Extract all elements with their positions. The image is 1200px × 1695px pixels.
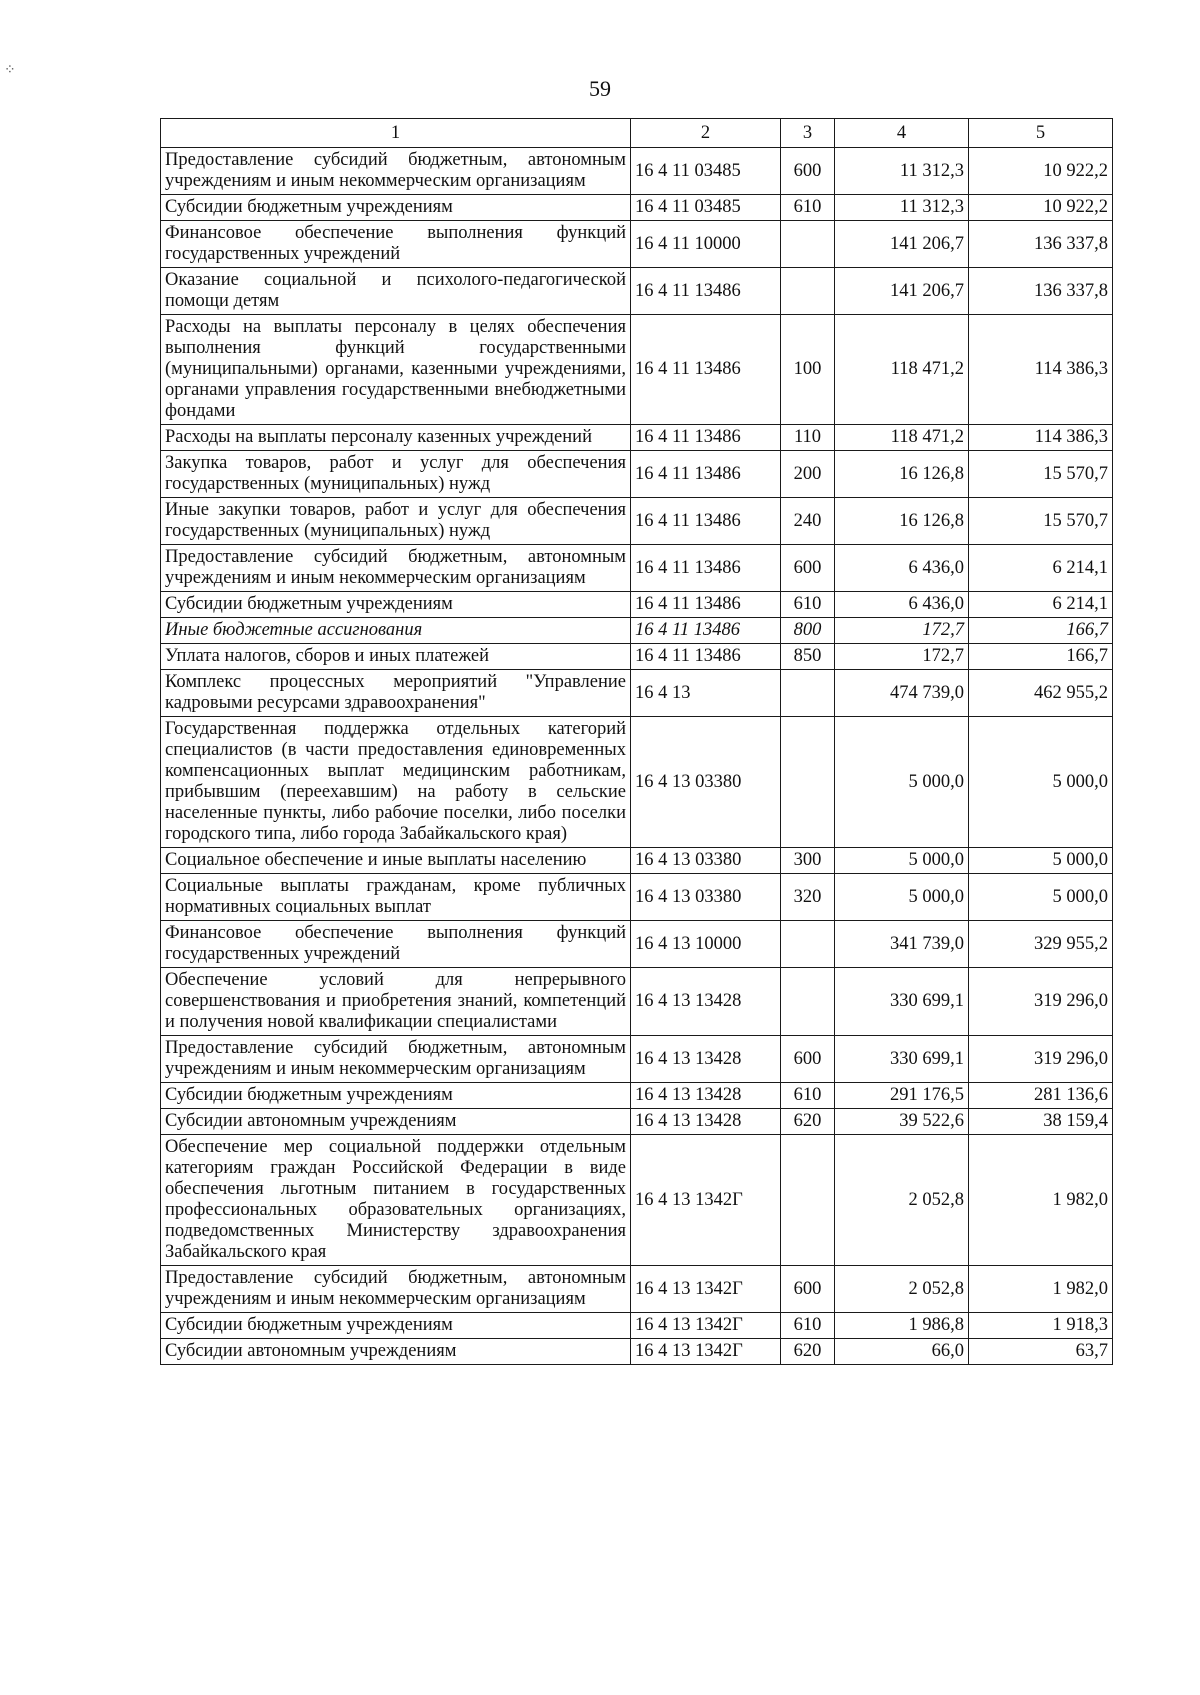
table-row (161, 1135, 1113, 1266)
row-type: 850 (781, 644, 835, 670)
row-name: Субсидии автономным учреждениям (161, 1339, 631, 1365)
col-header-4: 4 (835, 119, 969, 148)
row-type: 240 (781, 498, 835, 545)
row-code: 16 4 13 03380 (631, 848, 781, 874)
row-value-4: 172,7 (835, 618, 969, 644)
row-name: Расходы на выплаты персоналу в целях обеспечения выполнения функций государственными (муниципальными) органами, казенными учреждениями, органами управления государственными внебюджетными фондами (161, 315, 631, 425)
page-number: 59 (589, 76, 611, 101)
row-code: 16 4 11 03485 (631, 195, 781, 221)
row-value-4: 5 000,0 (835, 848, 969, 874)
table-row (161, 425, 1113, 451)
row-value-4: 172,7 (835, 644, 969, 670)
row-type: 100 (781, 315, 835, 425)
row-value-5: 166,7 (969, 644, 1113, 670)
row-type (781, 670, 835, 717)
row-value-4: 118 471,2 (835, 425, 969, 451)
col-header-5: 5 (969, 119, 1113, 148)
row-name: Предоставление субсидий бюджетным, автономным учреждениям и иным некоммерческим организациям (161, 148, 631, 195)
table-row (161, 221, 1113, 268)
row-value-4: 291 176,5 (835, 1083, 969, 1109)
row-name: Предоставление субсидий бюджетным, автономным учреждениям и иным некоммерческим организациям (161, 545, 631, 592)
table-row (161, 717, 1113, 848)
row-name: Предоставление субсидий бюджетным, автономным учреждениям и иным некоммерческим организациям (161, 1266, 631, 1313)
row-type: 620 (781, 1109, 835, 1135)
row-type: 620 (781, 1339, 835, 1365)
row-type (781, 968, 835, 1036)
row-value-5: 462 955,2 (969, 670, 1113, 717)
header-row (161, 119, 1113, 148)
row-code: 16 4 13 1342Г (631, 1266, 781, 1313)
row-type: 320 (781, 874, 835, 921)
table-row (161, 670, 1113, 717)
row-type: 600 (781, 1036, 835, 1083)
row-type (781, 268, 835, 315)
row-name: Финансовое обеспечение выполнения функций государственных учреждений (161, 221, 631, 268)
row-value-5: 281 136,6 (969, 1083, 1113, 1109)
row-code: 16 4 11 13486 (631, 498, 781, 545)
table-row (161, 874, 1113, 921)
row-value-5: 114 386,3 (969, 425, 1113, 451)
row-code: 16 4 13 10000 (631, 921, 781, 968)
row-code: 16 4 11 13486 (631, 425, 781, 451)
row-name: Субсидии бюджетным учреждениям (161, 592, 631, 618)
row-name: Субсидии бюджетным учреждениям (161, 1083, 631, 1109)
row-name: Иные бюджетные ассигнования (161, 618, 631, 644)
table-row (161, 451, 1113, 498)
row-name: Обеспечение мер социальной поддержки отдельным категориям граждан Российской Федерации в виде обеспечения льготным питанием в государственных профессиональных образовательных организациях, подведомственных Министерству здравоохранения Забайкальского края (161, 1135, 631, 1266)
table-row (161, 315, 1113, 425)
table-row (161, 618, 1113, 644)
row-code: 16 4 11 13486 (631, 451, 781, 498)
row-value-4: 5 000,0 (835, 717, 969, 848)
row-name: Субсидии автономным учреждениям (161, 1109, 631, 1135)
row-name: Оказание социальной и психолого-педагогической помощи детям (161, 268, 631, 315)
budget-table (160, 118, 1113, 1365)
row-name: Обеспечение условий для непрерывного совершенствования и приобретения знаний, компетенций и получения новой квалификации специалистами (161, 968, 631, 1036)
table-row (161, 195, 1113, 221)
row-value-4: 2 052,8 (835, 1135, 969, 1266)
table-row (161, 968, 1113, 1036)
row-name: Комплекс процессных мероприятий "Управление кадровыми ресурсами здравоохранения" (161, 670, 631, 717)
row-code: 16 4 13 13428 (631, 1109, 781, 1135)
row-value-4: 39 522,6 (835, 1109, 969, 1135)
table-row (161, 148, 1113, 195)
row-type: 200 (781, 451, 835, 498)
row-code: 16 4 13 13428 (631, 1083, 781, 1109)
table-row (161, 644, 1113, 670)
row-code: 16 4 11 13486 (631, 545, 781, 592)
row-name: Социальное обеспечение и иные выплаты населению (161, 848, 631, 874)
row-value-5: 329 955,2 (969, 921, 1113, 968)
row-type: 610 (781, 1083, 835, 1109)
row-name: Субсидии бюджетным учреждениям (161, 195, 631, 221)
row-code: 16 4 11 13486 (631, 618, 781, 644)
row-code: 16 4 13 03380 (631, 717, 781, 848)
row-code: 16 4 11 03485 (631, 148, 781, 195)
row-code: 16 4 13 1342Г (631, 1135, 781, 1266)
row-type: 300 (781, 848, 835, 874)
row-value-4: 6 436,0 (835, 592, 969, 618)
row-code: 16 4 11 13486 (631, 592, 781, 618)
row-value-5: 5 000,0 (969, 717, 1113, 848)
row-type (781, 921, 835, 968)
row-value-5: 1 918,3 (969, 1313, 1113, 1339)
row-value-5: 5 000,0 (969, 874, 1113, 921)
table-row (161, 1266, 1113, 1313)
row-value-5: 6 214,1 (969, 545, 1113, 592)
row-code: 16 4 11 13486 (631, 268, 781, 315)
row-value-4: 141 206,7 (835, 221, 969, 268)
row-value-5: 15 570,7 (969, 498, 1113, 545)
row-code: 16 4 13 13428 (631, 968, 781, 1036)
row-value-5: 319 296,0 (969, 968, 1113, 1036)
table-row (161, 268, 1113, 315)
row-code: 16 4 13 1342Г (631, 1313, 781, 1339)
row-type: 610 (781, 592, 835, 618)
row-value-4: 1 986,8 (835, 1313, 969, 1339)
row-value-5: 136 337,8 (969, 268, 1113, 315)
table-row (161, 1339, 1113, 1365)
row-value-4: 5 000,0 (835, 874, 969, 921)
row-code: 16 4 13 13428 (631, 1036, 781, 1083)
row-code: 16 4 13 (631, 670, 781, 717)
row-value-4: 330 699,1 (835, 1036, 969, 1083)
row-value-5: 136 337,8 (969, 221, 1113, 268)
row-value-4: 341 739,0 (835, 921, 969, 968)
row-value-4: 118 471,2 (835, 315, 969, 425)
row-code: 16 4 11 13486 (631, 644, 781, 670)
row-code: 16 4 13 03380 (631, 874, 781, 921)
row-name: Иные закупки товаров, работ и услуг для обеспечения государственных (муниципальных) нужд (161, 498, 631, 545)
row-name: Финансовое обеспечение выполнения функций государственных учреждений (161, 921, 631, 968)
col-header-2: 2 (631, 119, 781, 148)
row-type (781, 1135, 835, 1266)
row-value-5: 1 982,0 (969, 1266, 1113, 1313)
row-name: Расходы на выплаты персоналу казенных учреждений (161, 425, 631, 451)
row-code: 16 4 13 1342Г (631, 1339, 781, 1365)
row-name: Социальные выплаты гражданам, кроме публичных нормативных социальных выплат (161, 874, 631, 921)
table-row (161, 592, 1113, 618)
row-value-4: 16 126,8 (835, 498, 969, 545)
scan-speck: ⁘ (4, 63, 16, 78)
row-value-4: 11 312,3 (835, 195, 969, 221)
row-value-4: 2 052,8 (835, 1266, 969, 1313)
row-name: Субсидии бюджетным учреждениям (161, 1313, 631, 1339)
table-row (161, 848, 1113, 874)
row-code: 16 4 11 13486 (631, 315, 781, 425)
row-name: Закупка товаров, работ и услуг для обеспечения государственных (муниципальных) нужд (161, 451, 631, 498)
row-value-5: 166,7 (969, 618, 1113, 644)
row-value-5: 6 214,1 (969, 592, 1113, 618)
row-value-5: 38 159,4 (969, 1109, 1113, 1135)
table-row (161, 921, 1113, 968)
row-type: 600 (781, 1266, 835, 1313)
row-name: Уплата налогов, сборов и иных платежей (161, 644, 631, 670)
row-name: Предоставление субсидий бюджетным, автономным учреждениям и иным некоммерческим организациям (161, 1036, 631, 1083)
row-value-4: 66,0 (835, 1339, 969, 1365)
table-row (161, 1109, 1113, 1135)
col-header-1: 1 (161, 119, 631, 148)
table-row (161, 545, 1113, 592)
row-value-4: 474 739,0 (835, 670, 969, 717)
row-type (781, 717, 835, 848)
row-value-5: 319 296,0 (969, 1036, 1113, 1083)
row-value-5: 15 570,7 (969, 451, 1113, 498)
row-value-4: 11 312,3 (835, 148, 969, 195)
table-row (161, 1083, 1113, 1109)
row-value-5: 10 922,2 (969, 148, 1113, 195)
table-row (161, 1313, 1113, 1339)
row-type: 600 (781, 148, 835, 195)
row-value-4: 6 436,0 (835, 545, 969, 592)
row-type: 110 (781, 425, 835, 451)
row-code: 16 4 11 10000 (631, 221, 781, 268)
row-type: 800 (781, 618, 835, 644)
table-row (161, 1036, 1113, 1083)
row-type (781, 221, 835, 268)
row-type: 610 (781, 1313, 835, 1339)
row-type: 610 (781, 195, 835, 221)
col-header-3: 3 (781, 119, 835, 148)
row-value-4: 141 206,7 (835, 268, 969, 315)
table-row (161, 498, 1113, 545)
row-value-5: 10 922,2 (969, 195, 1113, 221)
table-body (161, 148, 1113, 1365)
row-type: 600 (781, 545, 835, 592)
row-value-4: 16 126,8 (835, 451, 969, 498)
row-value-5: 1 982,0 (969, 1135, 1113, 1266)
row-value-5: 5 000,0 (969, 848, 1113, 874)
row-name: Государственная поддержка отдельных категорий специалистов (в части предоставления единовременных компенсационных выплат медицинским работникам, прибывшим (переехавшим) на работу в сельские населенные пункты, либо рабочие поселки, либо поселки городского типа, либо города Забайкальского края) (161, 717, 631, 848)
row-value-4: 330 699,1 (835, 968, 969, 1036)
row-value-5: 114 386,3 (969, 315, 1113, 425)
row-value-5: 63,7 (969, 1339, 1113, 1365)
